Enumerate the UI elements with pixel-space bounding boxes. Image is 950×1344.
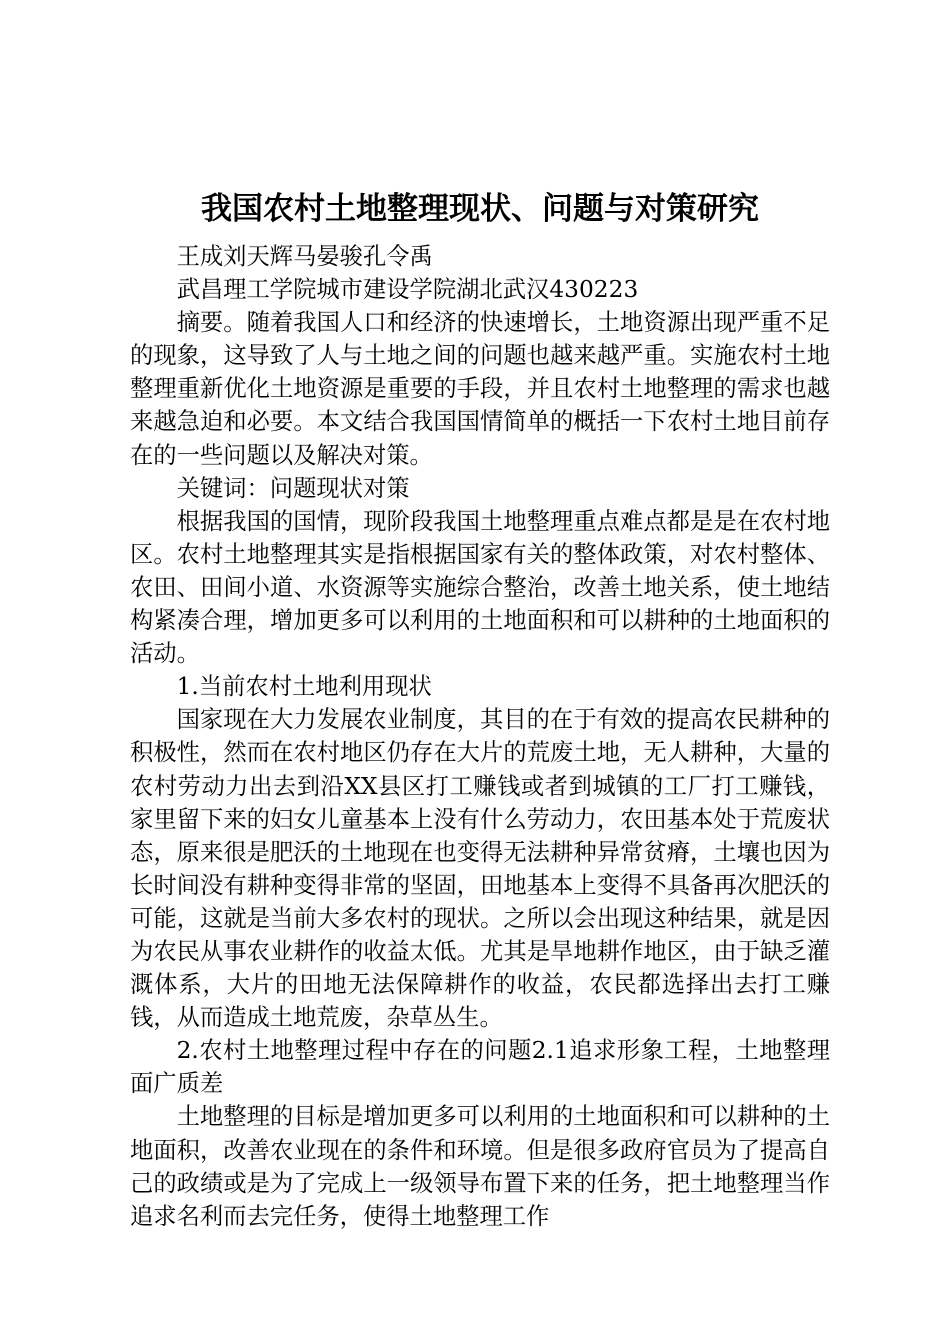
document-body	[130, 240, 830, 1233]
section-2-heading: 2.农村土地整理过程中存在的问题2.1追求形象工程，土地整理面广质差	[130, 1037, 830, 1098]
affiliation-line: 武昌理工学院城市建设学院湖北武汉430223	[176, 276, 639, 304]
section-1-paragraph: 国家现在大力发展农业制度，其目的在于有效的提高农民耕种的积极性，然而在农村地区仍存在大片的荒废土地，无人耕种，大量的农村劳动力出去到沿XX县区打工赚钱或者到城镇的工厂打工赚钱，家里留下来的妇女儿童基本上没有什么劳动力，农田基本处于荒废状态，原来很是肥沃的土地现在也变得无法耕种异常贫瘠，土壤也因为长时间没有耕种变得非常的坚固，田地基本上变得不具备再次肥沃的可能，这就是当前大多农村的现状。之所以会出现这种结果，就是因为农民从事农业耕作的收益太低。尤其是旱地耕作地区，由于缺乏灌溉体系，大片的田地无法保障耕作的收益，农民都选择出去打工赚钱，从而造成土地荒废，杂草丛生。	[130, 706, 830, 1032]
section-2-paragraph: 土地整理的目标是增加更多可以利用的土地面积和可以耕种的土地面积，改善农业现在的条件和环境。但是很多政府官员为了提高自己的政绩或是为了完成上一级领导布置下来的任务，把土地整理当作追求名利而去完任务，使得土地整理工作	[130, 1103, 830, 1230]
keywords-line: 关键词：问题现状对策	[176, 474, 410, 502]
abstract-paragraph: 摘要。随着我国人口和经济的快速增长，土地资源出现严重不足的现象，这导致了人与土地之间的问题也越来越严重。实施农村土地整理重新优化土地资源是重要的手段，并且农村土地整理的需求也越来越急迫和必要。本文结合我国国情简单的概括一下农村土地目前存在的一些问题以及解决对策。	[130, 309, 830, 469]
section-1-heading: 1.当前农村土地利用现状	[176, 673, 432, 701]
authors-line: 王成刘天辉马晏骏孔令禹	[176, 243, 433, 270]
intro-paragraph: 根据我国的国情，现阶段我国土地整理重点难点都是是在农村地区。农村土地整理其实是指根据国家有关的整体政策，对农村整体、农田、田间小道、水资源等实施综合整治，改善土地关系，使土地结构紧凑合理，增加更多可以利用的土地面积和可以耕种的土地面积的活动。	[130, 507, 830, 668]
document-title: 我国农村土地整理现状、问题与对策研究	[201, 191, 759, 227]
